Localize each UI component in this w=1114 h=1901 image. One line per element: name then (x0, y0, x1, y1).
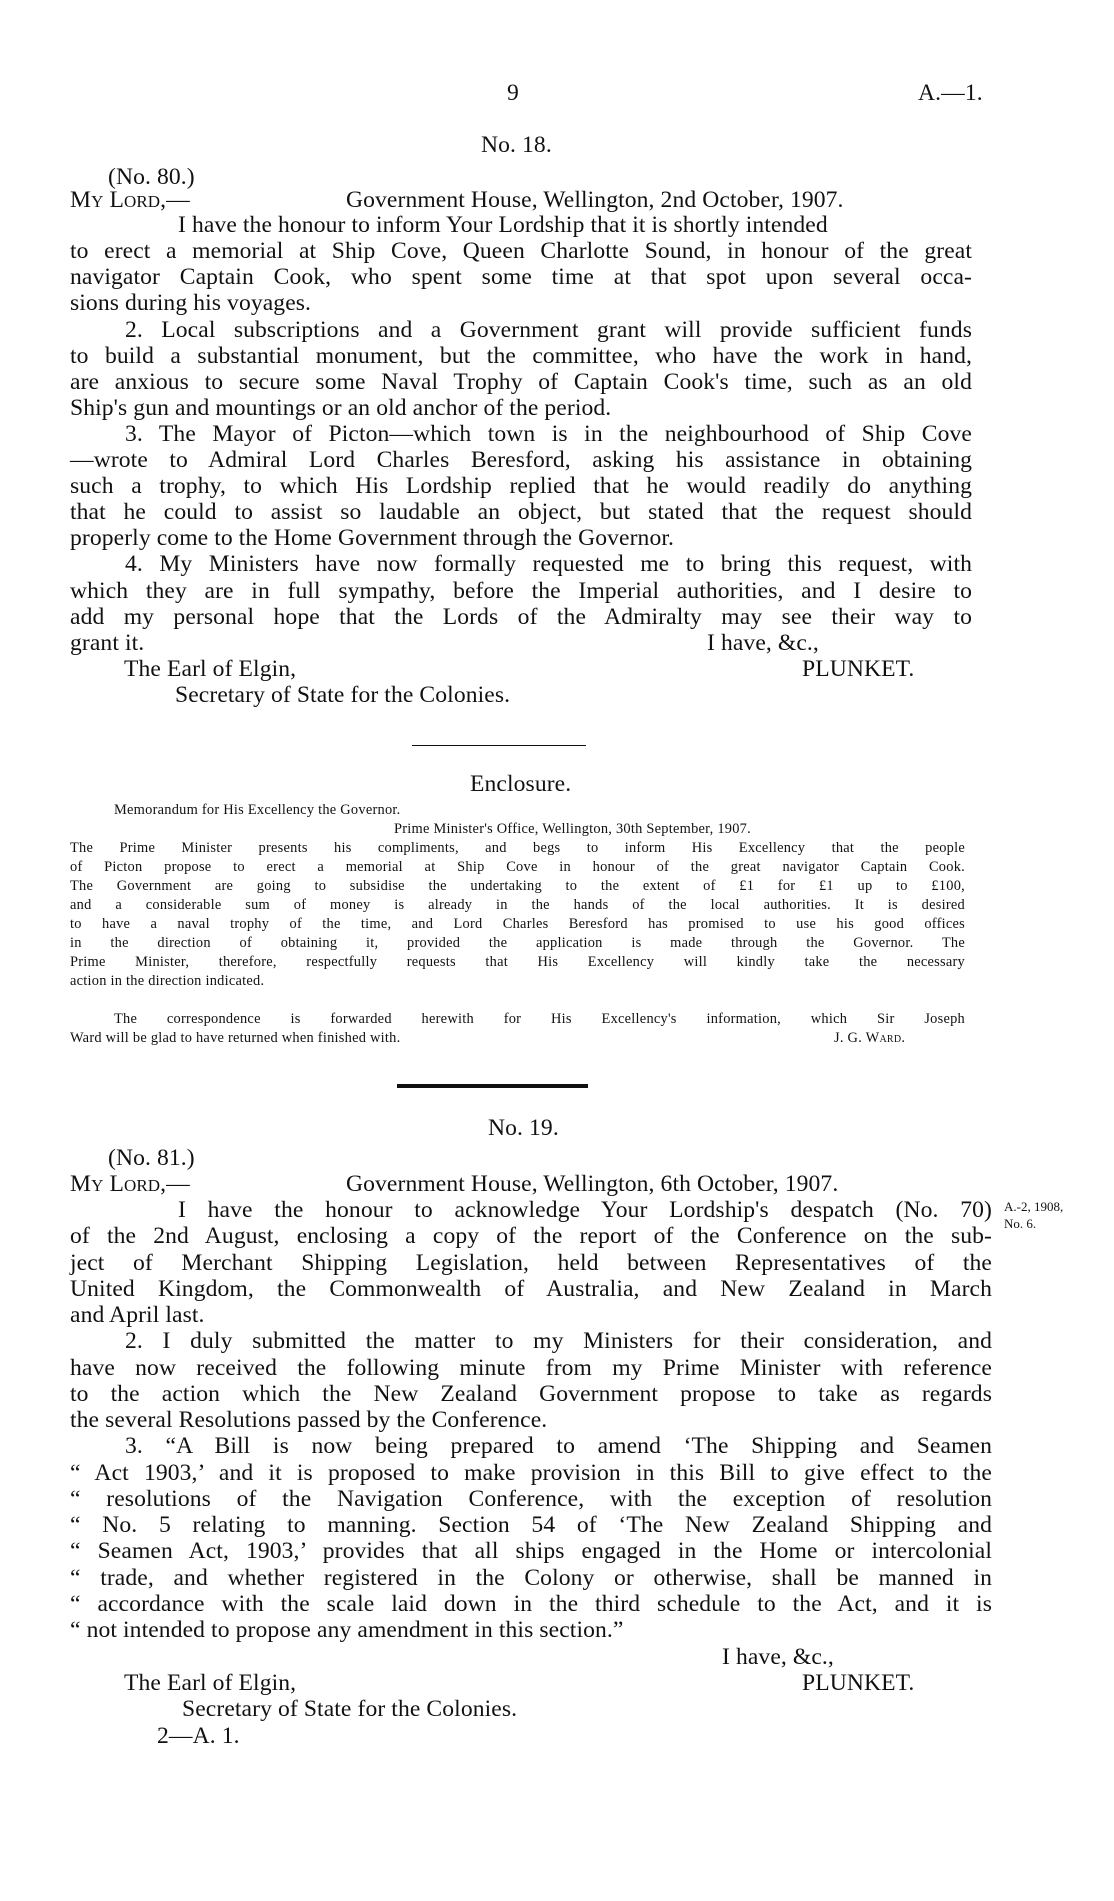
body-line: “ accordance with the scale laid down in the third schedule to the Act, and it is (70, 1591, 992, 1617)
body-line: —wrote to Admiral Lord Charles Beresford, asking his assistance in obtaining (70, 447, 972, 473)
body-line: to erect a memorial at Ship Cove, Queen Charlotte Sound, in honour of the great (70, 238, 972, 264)
despatch-number: (No. 81.) (108, 1145, 195, 1171)
margin-note: A.-2, 1908, (1004, 1199, 1064, 1214)
place-date: Government House, Wellington, 6th October, 1907. (346, 1171, 839, 1197)
body-line: of the 2nd August, enclosing a copy of the report of the Conference on the sub- (70, 1223, 992, 1249)
memo-line: The correspondence is forwarded herewith for His Excellency's information, which Sir Joseph (114, 1011, 965, 1027)
divider (412, 745, 586, 746)
place-date: Government House, Wellington, 2nd October, 1907. (346, 187, 844, 213)
body-line: the several Resolutions passed by the Conference. (70, 1407, 548, 1433)
document-reference: A.—1. (918, 80, 983, 106)
closing: I have, &c., (722, 1644, 834, 1670)
signature: PLUNKET. (802, 656, 915, 682)
body-line: such a trophy, to which His Lordship replied that he would readily do anything (70, 473, 972, 499)
body-line: properly come to the Home Government through the Governor. (70, 525, 675, 551)
memo-line: Ward will be glad to have returned when finished with. (70, 1030, 401, 1046)
body-line: grant it. (70, 630, 145, 656)
body-line: “ not intended to propose any amendment in this section.” (70, 1617, 624, 1643)
body-line: 2. Local subscriptions and a Government grant will provide sufficient funds (125, 317, 972, 343)
body-line: 3. “A Bill is now being prepared to amend ‘The Shipping and Seamen (125, 1433, 992, 1459)
section-heading-no18: No. 18. (481, 132, 552, 158)
body-line: navigator Captain Cook, who spent some time at that spot upon several occa- (70, 264, 972, 290)
body-line: “ No. 5 relating to manning. Section 54 of ‘The New Zealand Shipping and (70, 1512, 992, 1538)
body-line: ject of Merchant Shipping Legislation, held between Representatives of the (70, 1250, 992, 1276)
body-line: I have the honour to acknowledge Your Lordship's despatch (No. 70) (178, 1197, 992, 1223)
salutation: My Lord,— (70, 1171, 190, 1197)
memo-signature: J. G. Ward. (834, 1030, 906, 1046)
memo-line: The Prime Minister presents his compliments, and begs to inform His Excellency that the people (70, 840, 965, 856)
addressee: The Earl of Elgin, (124, 1670, 297, 1696)
memo-line: and a considerable sum of money is already in the hands of the local authorities. It is desired (70, 897, 965, 913)
body-line: 4. My Ministers have now formally requested me to bring this request, with (125, 551, 972, 577)
body-line: sions during his voyages. (70, 290, 312, 316)
memo-line: to have a naval trophy of the time, and Lord Charles Beresford has promised to use his good offices (70, 916, 965, 932)
body-line: which they are in full sympathy, before the Imperial authorities, and I desire to (70, 578, 972, 604)
enclosure-heading: Enclosure. (470, 771, 572, 797)
body-line: are anxious to secure some Naval Trophy of Captain Cook's time, such as an old (70, 369, 972, 395)
addressee: The Earl of Elgin, (124, 656, 297, 682)
section-heading-no19: No. 19. (488, 1115, 559, 1141)
body-line: 2. I duly submitted the matter to my Ministers for their consideration, and (125, 1328, 992, 1354)
body-line: “ Act 1903,’ and it is proposed to make provision in this Bill to give effect to the (70, 1460, 992, 1486)
page-number: 9 (507, 80, 519, 106)
body-line: I have the honour to inform Your Lordship that it is shortly intended (178, 212, 828, 238)
signature-mark: 2—A. 1. (157, 1723, 240, 1749)
margin-note: No. 6. (1004, 1216, 1037, 1231)
despatch-number: (No. 80.) (108, 164, 195, 190)
addressee-title: Secretary of State for the Colonies. (182, 1696, 518, 1722)
memo-office-date: Prime Minister's Office, Wellington, 30th September, 1907. (394, 821, 751, 837)
addressee-title: Secretary of State for the Colonies. (175, 682, 511, 708)
body-line: and April last. (70, 1302, 205, 1328)
memo-line: The Government are going to subsidise the undertaking to the extent of £1 for £1 up to £100, (70, 878, 965, 894)
body-line: 3. The Mayor of Picton—which town is in the neighbourhood of Ship Cove (125, 421, 972, 447)
body-line: “ trade, and whether registered in the Colony or otherwise, shall be manned in (70, 1565, 992, 1591)
memo-line: Prime Minister, therefore, respectfully requests that His Excellency will kindly take the necessary (70, 954, 965, 970)
body-line: to build a substantial monument, but the committee, who have the work in hand, (70, 343, 972, 369)
body-line: Ship's gun and mountings or an old anchor of the period. (70, 395, 612, 421)
signature: PLUNKET. (802, 1670, 915, 1696)
body-line: that he could to assist so laudable an object, but stated that the request should (70, 499, 972, 525)
divider-heavy (397, 1084, 588, 1088)
memo-line: action in the direction indicated. (70, 973, 265, 989)
body-line: “ Seamen Act, 1903,’ provides that all ships engaged in the Home or intercolonial (70, 1538, 992, 1564)
body-line: to the action which the New Zealand Government propose to take as regards (70, 1381, 992, 1407)
memo-line: in the direction of obtaining it, provided the application is made through the Governor. The (70, 935, 965, 951)
salutation: My Lord,— (70, 187, 190, 213)
memo-line: of Picton propose to erect a memorial at Ship Cove in honour of the great navigator Captain Cook. (70, 859, 965, 875)
closing: I have, &c., (707, 630, 819, 656)
memo-title: Memorandum for His Excellency the Governor. (114, 802, 401, 818)
body-line: “ resolutions of the Navigation Conference, with the exception of resolution (70, 1486, 992, 1512)
body-line: United Kingdom, the Commonwealth of Australia, and New Zealand in March (70, 1276, 992, 1302)
body-line: have now received the following minute from my Prime Minister with reference (70, 1355, 992, 1381)
body-line: add my personal hope that the Lords of the Admiralty may see their way to (70, 604, 972, 630)
